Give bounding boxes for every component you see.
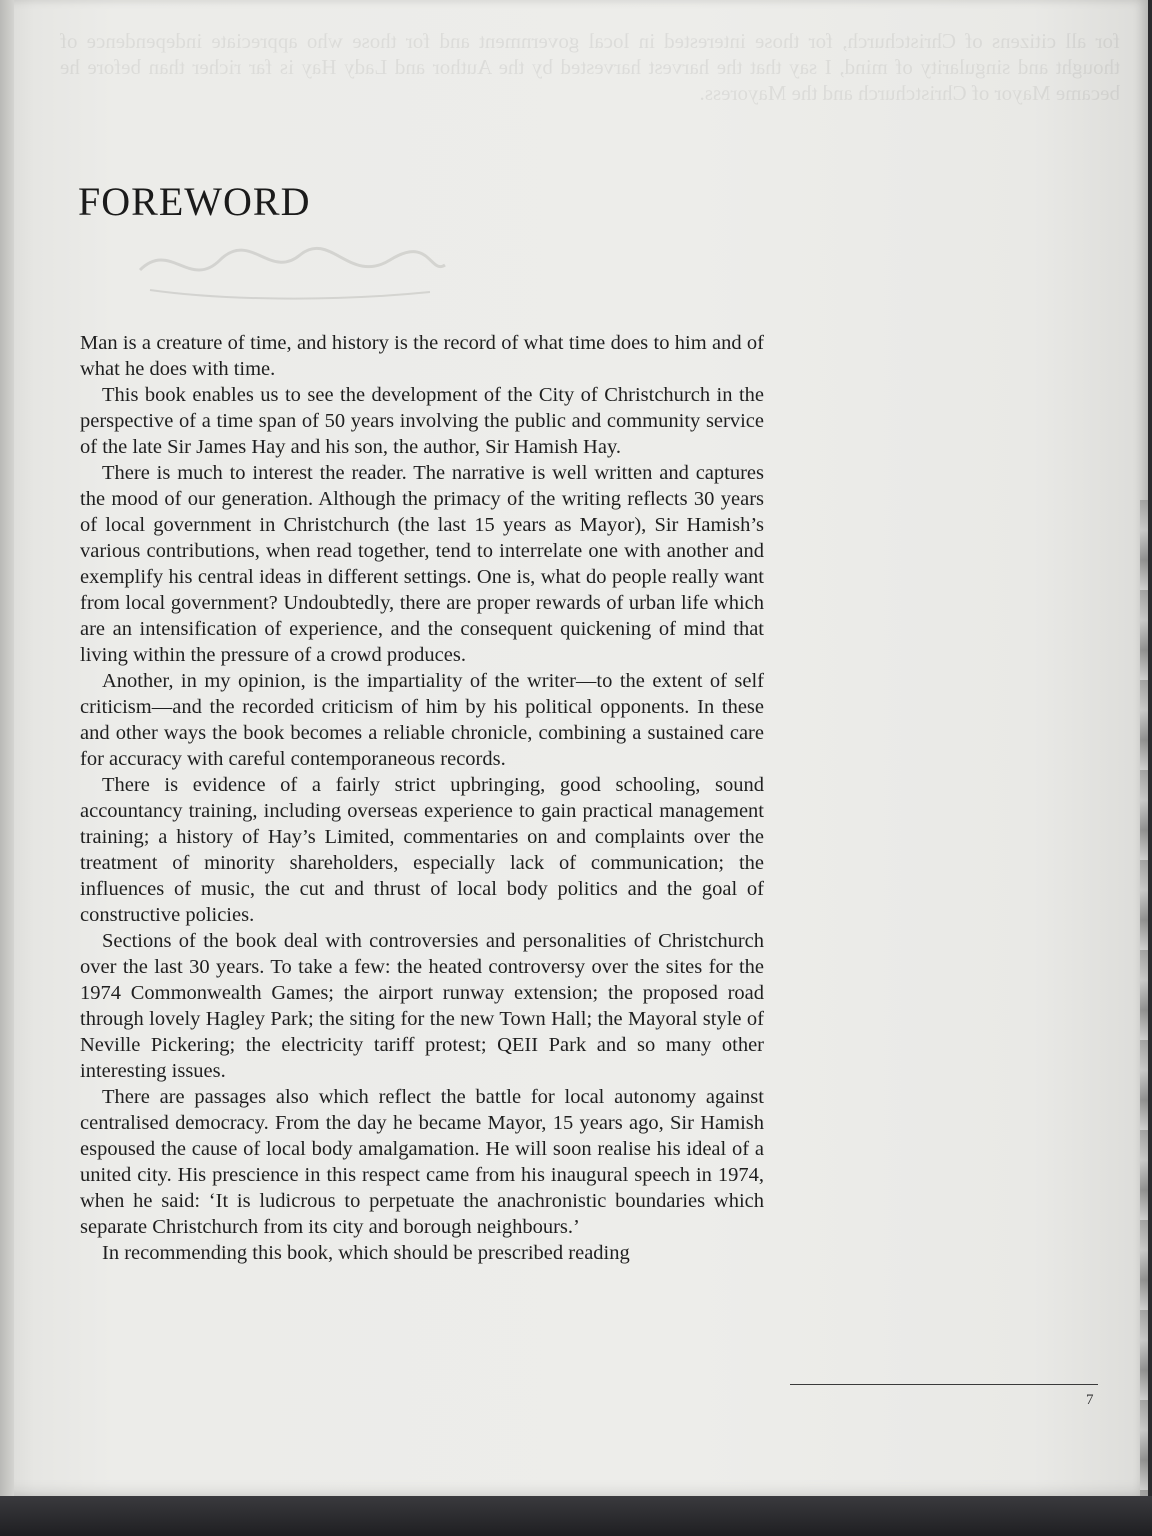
paragraph-6: Sections of the book deal with controversies and personalities of Christchurch over the last 30 years. To take a few: the heated controversy over the sites for the 1974 Commonwealth Games; the airport runway extension; the proposed road through lovely Hagley Park; the siting for the new Town Hall; the Mayoral style of Neville Pickering; the electricity tariff protest; QEII Park and so many other interesting issues.: [80, 930, 764, 1082]
table-surface: [0, 1496, 1152, 1536]
adjacent-pages-edge: [1140, 500, 1148, 1500]
footer-rule: [790, 1384, 1098, 1385]
paragraph-4: Another, in my opinion, is the impartiality of the writer—to the extent of self criticism—and the recorded criticism of him by his political opponents. In these and other ways the book becomes a reliable chronicle, combining a sustained care for accuracy with careful contemporaneous records.: [80, 670, 764, 770]
bleed-through-text: for all citizens of Christchurch, for those interested in local government and for those who appreciate independence of thought and singularity of mind, I say that the harvest harvested by the Author and Lady Hay is far richer than before he became Mayor of Christchurch and the Mayoress.: [60, 29, 1120, 105]
page-gutter: [0, 0, 14, 1500]
page-number: 7: [1086, 1392, 1094, 1408]
paragraph-5: There is evidence of a fairly strict upbringing, good schooling, sound accountancy training, including overseas experience to gain practical management training; a history of Hay’s Limited, commentaries on and complaints over the treatment of minority shareholders, especially lack of communication; the influences of music, the cut and thrust of local body politics and the goal of constructive policies.: [80, 774, 764, 926]
paragraph-1: Man is a creature of time, and history is the record of what time does to him and of what he does with time.: [80, 332, 764, 380]
foreword-body: [80, 330, 764, 1266]
paragraph-8: In recommending this book, which should be prescribed reading: [102, 1242, 630, 1264]
paragraph-7: There are passages also which reflect the battle for local autonomy against centralised democracy. From the day he became Mayor, 15 years ago, Sir Hamish espoused the cause of local body amalgamation. He will soon realise his ideal of a united city. His prescience in this respect came from his inaugural speech in 1974, when he said: ‘It is ludicrous to perpetuate the anachronistic boundaries which separate Christchurch from its city and borough neighbours.’: [80, 1086, 764, 1238]
bleed-through-signature: [130, 230, 450, 310]
page-title: FOREWORD: [78, 179, 311, 224]
paragraph-2: This book enables us to see the development of the City of Christchurch in the perspective of a time span of 50 years involving the public and community service of the late Sir James Hay and his son, the author, Sir Hamish Hay.: [80, 384, 764, 458]
paragraph-3: There is much to interest the reader. The narrative is well written and captures the mood of our generation. Although the primacy of the writing reflects 30 years of local government in Christchurch (the last 15 years as Mayor), Sir Hamish’s various contributions, when read together, tend to interrelate one with another and exemplify his central ideas in different settings. One is, what do people really want from local government? Undoubtedly, there are proper rewards of urban life which are an intensification of experience, and the consequent quickening of mind that living within the pressure of a crowd produces.: [80, 462, 764, 666]
